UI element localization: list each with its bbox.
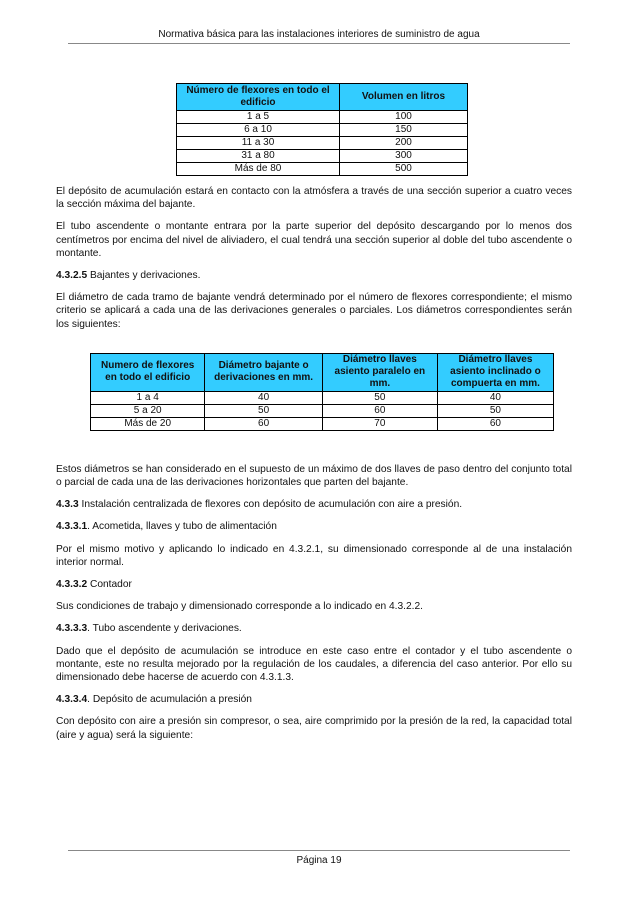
section-heading — [56, 578, 572, 591]
table-row — [177, 137, 468, 150]
paragraph: El tubo ascendente o montante entrara por la parte superior del depósito descargando por lo menos dos centímetros por encima del nivel de aliviadero, el cual tendrá una sección superior al doble del tubo ascendente o montante. — [56, 221, 572, 259]
section-title: . Tubo ascendente y derivaciones. — [87, 623, 242, 635]
section-heading — [56, 622, 572, 635]
table-row — [177, 124, 468, 137]
table-cell: 5 a 20 — [91, 404, 205, 417]
table-header-cell: Diámetro bajante o derivaciones en mm. — [205, 353, 322, 391]
table-cell: 40 — [437, 391, 553, 404]
table-row — [91, 404, 554, 417]
table-row — [177, 163, 468, 176]
table-row — [177, 111, 468, 124]
table-cell: 50 — [322, 391, 437, 404]
section-title: . Depósito de acumulación a presión — [87, 694, 252, 706]
table-cell: 1 a 5 — [177, 111, 340, 124]
section-number: 4.3.3.2 — [56, 579, 88, 591]
paragraph: Dado que el depósito de acumulación se introduce en este caso entre el contador y el tubo ascendente o montante, este no resulta mejorado por la regulación de los caudales, a diferencia del caso anterior. Por ello su dimensionado debe hacerse de acuerdo con 4.3.1.3. — [56, 645, 572, 684]
paragraph: Por el mismo motivo y aplicando lo indicado en 4.3.2.1, su dimensionado corresponde al de una instalación interior normal. — [56, 543, 572, 568]
section-title: . Acometida, llaves y tubo de alimentación — [87, 521, 277, 533]
paragraph: Estos diámetros se han considerado en el supuesto de un máximo de dos llaves de paso dentro del conjunto total o parcial de cada una de las derivaciones horizontales que parten del bajante. — [56, 463, 572, 489]
section-title: Contador — [87, 579, 132, 591]
paragraph: Con depósito con aire a presión sin compresor, o sea, aire comprimido por la presión de la red, la capacidad total (aire y agua) será la siguiente: — [56, 716, 572, 741]
table-header-cell: Diámetro llaves asiento paralelo en mm. — [322, 353, 437, 391]
table-row — [177, 150, 468, 163]
table-header-cell: Diámetro llaves asiento inclinado o compuerta en mm. — [437, 353, 553, 391]
section-title: Bajantes y derivaciones. — [87, 270, 201, 282]
table-cell: 1 a 4 — [91, 391, 205, 404]
table-cell: 60 — [205, 417, 322, 430]
page-content — [56, 83, 572, 751]
table-cell: 300 — [340, 150, 468, 163]
section-heading — [56, 498, 572, 511]
section-title: Instalación centralizada de flexores con depósito de acumulación con aire a presión. — [78, 499, 463, 511]
table-header-cell: Número de flexores en todo el edificio — [177, 84, 340, 111]
table-cell: 50 — [437, 404, 553, 417]
table-cell: 150 — [340, 124, 468, 137]
table-header-row — [91, 353, 554, 391]
table-row — [91, 417, 554, 430]
table-cell: 40 — [205, 391, 322, 404]
table-cell: 50 — [205, 404, 322, 417]
paragraph: El depósito de acumulación estará en contacto con la atmósfera a través de una sección superior a cuatro veces la sección máxima del bajante. — [56, 186, 572, 211]
section-number: 4.3.3.4 — [56, 694, 88, 706]
table-cell: 60 — [437, 417, 553, 430]
section-number: 4.3.2.5 — [56, 270, 88, 282]
table-header-row — [177, 84, 468, 111]
table-cell: Más de 20 — [91, 417, 205, 430]
section-heading — [56, 520, 572, 533]
flexor-volume-table — [176, 83, 468, 176]
section-number: 4.3.3.3 — [56, 623, 88, 635]
table-header-cell: Volumen en litros — [340, 84, 468, 111]
table-cell: 6 a 10 — [177, 124, 340, 137]
section-heading — [56, 693, 572, 706]
paragraph: El diámetro de cada tramo de bajante vendrá determinado por el número de flexores correspondiente; el mismo criterio se aplicará a cada una de las derivaciones generales o parciales. Los diámetros correspondientes serán los siguientes: — [56, 292, 572, 330]
table-cell: Más de 80 — [177, 163, 340, 176]
table-cell: 11 a 30 — [177, 137, 340, 150]
section-number: 4.3.3 — [56, 499, 79, 511]
diameter-table — [90, 353, 554, 431]
table-row — [91, 391, 554, 404]
page-footer: Página 19 — [68, 850, 570, 866]
table-header-cell: Numero de flexores en todo el edificio — [91, 353, 205, 391]
paragraph: Sus condiciones de trabajo y dimensionado corresponde a lo indicado en 4.3.2.2. — [56, 601, 423, 613]
table-cell: 100 — [340, 111, 468, 124]
section-heading — [56, 269, 572, 282]
table-cell: 60 — [322, 404, 437, 417]
table-cell: 200 — [340, 137, 468, 150]
page-header: Normativa básica para las instalaciones interiores de suministro de agua — [68, 29, 570, 44]
table-cell: 70 — [322, 417, 437, 430]
table-cell: 31 a 80 — [177, 150, 340, 163]
section-number: 4.3.3.1 — [56, 521, 88, 533]
table-cell: 500 — [340, 163, 468, 176]
